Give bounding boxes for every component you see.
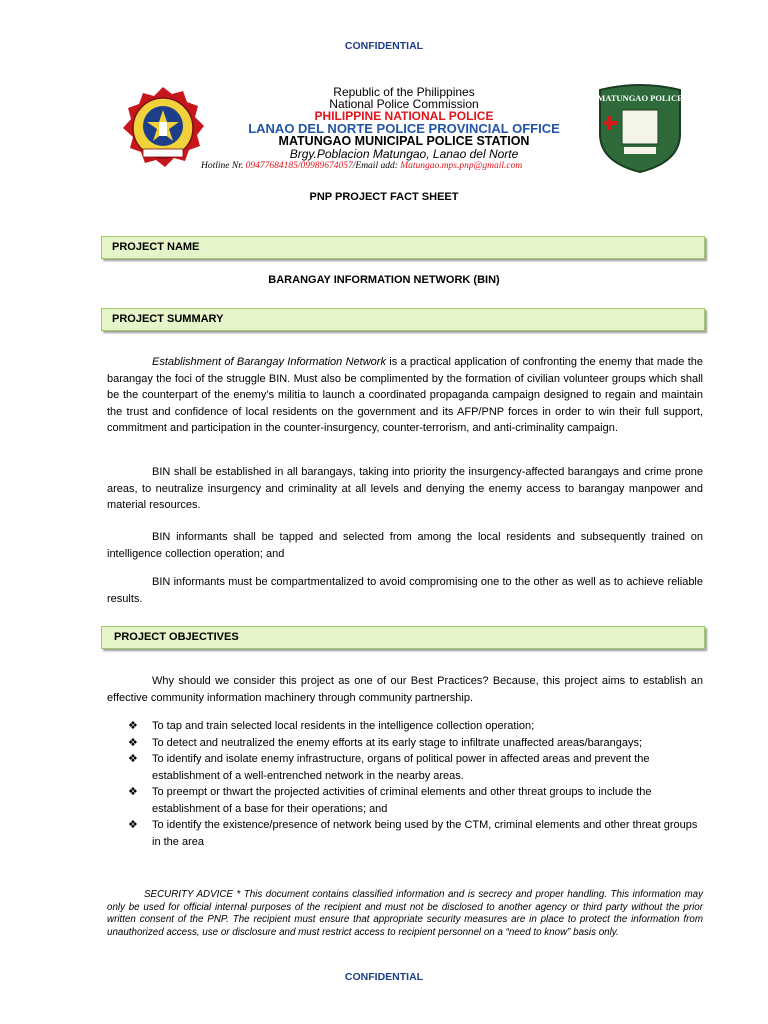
- objective-text: To preempt or thwart the projected activities of criminal elements and other threat groups to include the establishment of a base for their operations; and: [152, 786, 652, 815]
- header-provincial-office: LANAO DEL NORTE POLICE PROVINCIAL OFFICE: [248, 121, 560, 136]
- diamond-bullet-icon: ❖: [128, 786, 138, 798]
- header-police-station: MATUNGAO MUNICIPAL POLICE STATION: [278, 134, 530, 148]
- summary-italic-lead: Establishment of Barangay Information Network: [152, 356, 386, 368]
- summary-paragraph-1: [107, 354, 703, 437]
- diamond-bullet-icon: ❖: [128, 720, 138, 732]
- right-seal-label: MATUNGAO POLICE: [597, 93, 683, 103]
- diamond-bullet-icon: ❖: [128, 736, 138, 749]
- hotline-label: Hotline Nr.: [201, 161, 246, 171]
- hotline-numbers: 09477684185/09989674057: [245, 161, 353, 171]
- objective-text: To detect and neutralized the enemy efforts at its early stage to infiltrate unaffected areas/barangays;: [152, 736, 642, 749]
- list-item: [128, 718, 703, 735]
- project-name-value: BARANGAY INFORMATION NETWORK (BIN): [268, 274, 500, 286]
- summary-paragraph-1-text: is a practical application of confronting the enemy that made the barangay the foci of the struggle BIN. Must also be complimented by the formation of civilian volunteer groups which shall be the counterpart of the enemy’s militia to launch a coordinated propaganda campaign designed to regain and maintain the trust and confidence of local residents on the government and its AFP/PNP forces in order to win their full support, commitment and participation in the counter-insurgency, counter-terrorism, and anti-criminality campaign.: [107, 356, 703, 434]
- objective-text: To identify and isolate enemy infrastructure, organs of political power in affected areas and prevent the establishment of a well-entrenched network in the nearby areas.: [152, 753, 650, 782]
- objectives-intro: Why should we consider this project as one of our Best Practices? Because, this project aims to establish an effective community information machinery through community partnership.: [107, 675, 703, 704]
- summary-paragraph-3: BIN informants shall be tapped and selected from among the local residents and subsequently trained on intelligence collection operation; and: [107, 531, 703, 560]
- project-name-heading: PROJECT NAME: [101, 236, 705, 259]
- objectives-list: [128, 718, 703, 850]
- header-pnp: PHILIPPINE NATIONAL POLICE: [314, 109, 494, 123]
- list-item: [128, 735, 703, 752]
- project-summary-heading: PROJECT SUMMARY: [101, 308, 705, 331]
- list-item: [128, 784, 703, 817]
- matungao-police-seal-icon: [594, 84, 686, 174]
- list-item: [128, 817, 703, 850]
- summary-paragraph-2: BIN shall be established in all barangays, taking into priority the insurgency-affected barangays and crime prone areas, to neutralize insurgency and criminality at all levels and denying the enemy access to barangay manpower and material resources.: [107, 466, 703, 511]
- header-address: Brgy.Poblacion Matungao, Lanao del Norte: [289, 147, 519, 161]
- pnp-seal-icon: [121, 86, 205, 170]
- security-advice: SECURITY ADVICE * This document contains classified information and is secrecy and proper handling. This information may only be used for official internal purposes of the recipient and must not be disclosed to another agency or third party without the prior written consent of the PNP. The recipient must ensure that appropriate security measures are in place to protect the information from unauthorized access, use or disclosure and must restrict access to recipient personnel on a “need to know” basis only.: [107, 889, 703, 938]
- objective-text: To tap and train selected local residents in the intelligence collection operation;: [152, 720, 535, 732]
- confidential-header: CONFIDENTIAL: [344, 40, 424, 52]
- diamond-bullet-icon: ❖: [128, 819, 138, 831]
- header-napolcom: National Police Commission: [329, 97, 479, 111]
- list-item: [128, 751, 703, 784]
- summary-paragraph-4: BIN informants must be compartmentalized to avoid compromising one to the other as well as to achieve reliable results.: [107, 576, 703, 605]
- header-republic: Republic of the Philippines: [333, 85, 475, 99]
- confidential-footer: CONFIDENTIAL: [344, 971, 424, 983]
- objective-text: To identify the existence/presence of network being used by the CTM, criminal elements and other threat groups in the area: [152, 819, 698, 848]
- project-objectives-heading: PROJECT OBJECTIVES: [101, 626, 705, 649]
- fact-sheet-title: PNP PROJECT FACT SHEET: [309, 191, 459, 203]
- diamond-bullet-icon: ❖: [128, 753, 138, 765]
- email-label: /Email add:: [352, 161, 401, 171]
- email-address: Matungao.mps.pnp@gmail.com: [400, 161, 523, 171]
- header-hotline: [201, 161, 621, 171]
